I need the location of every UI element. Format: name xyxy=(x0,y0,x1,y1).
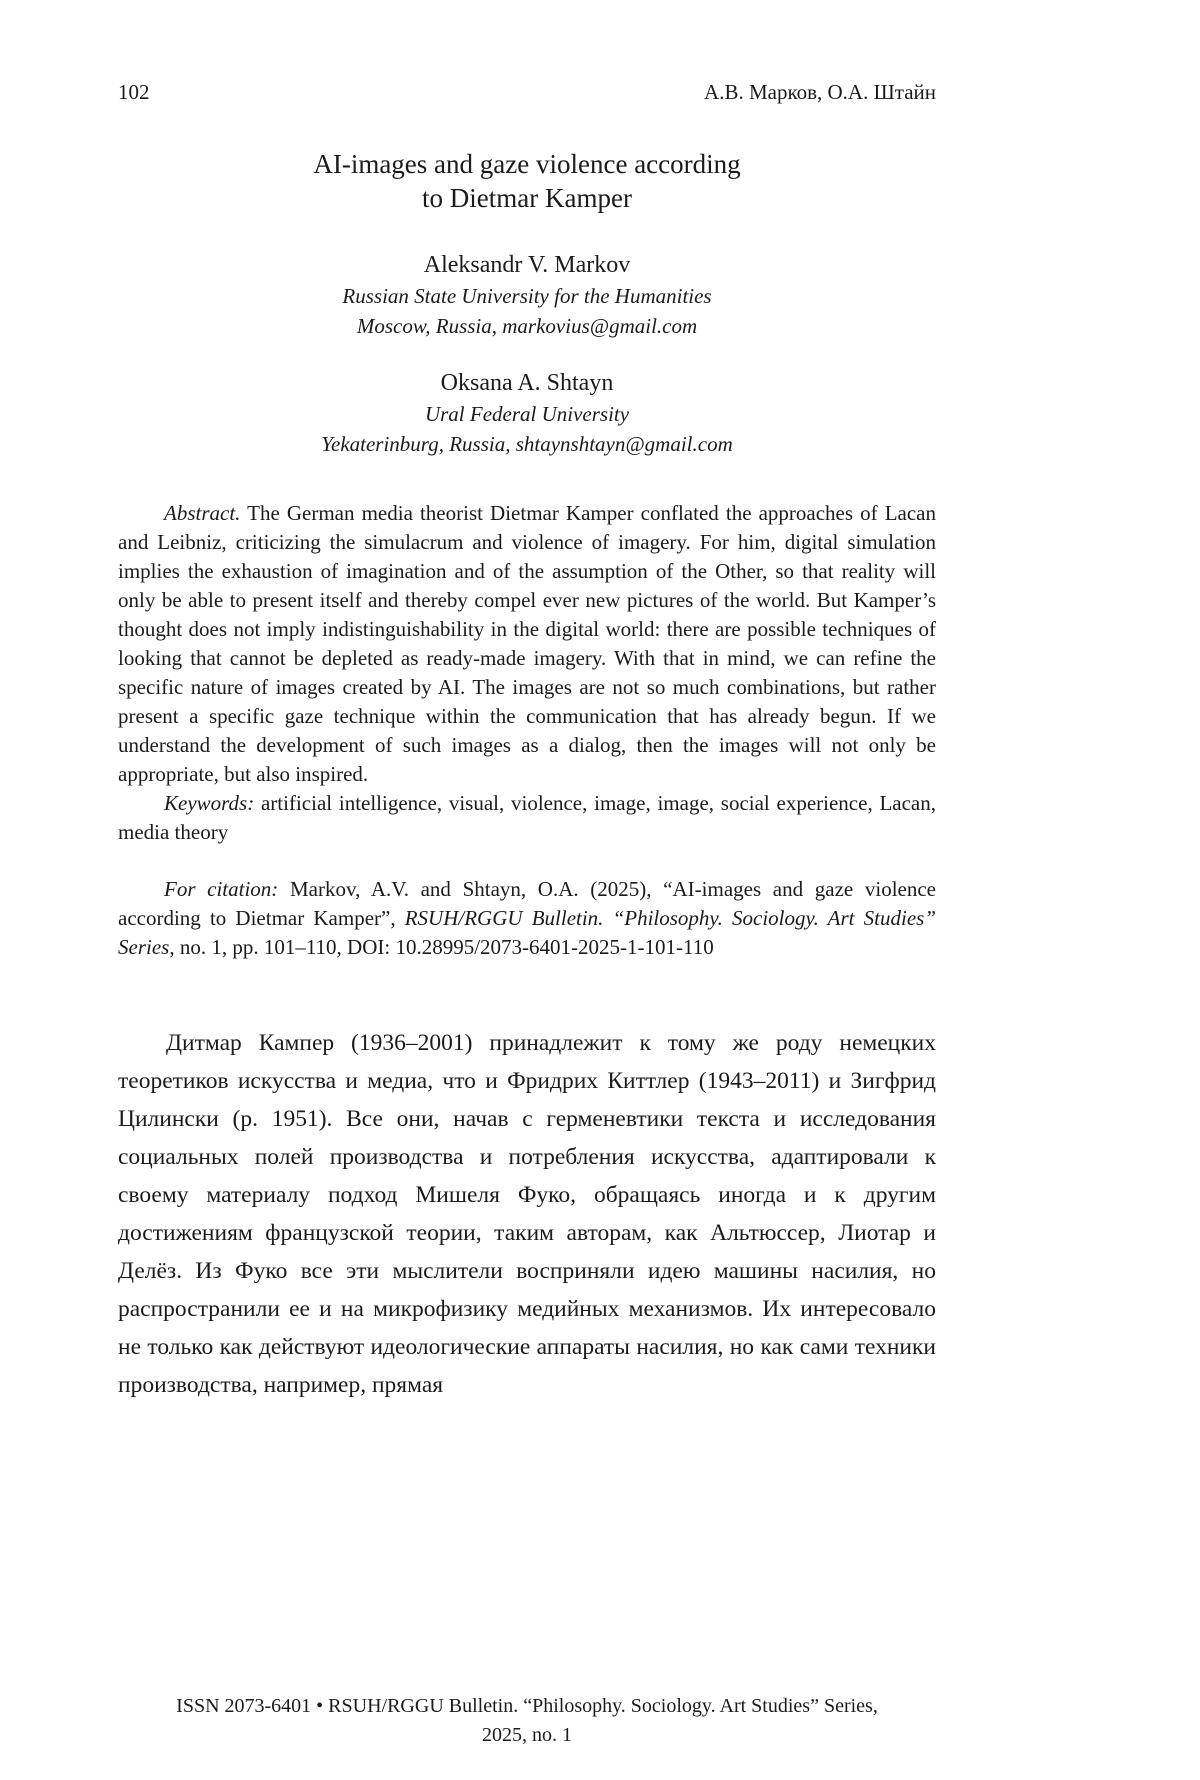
keywords-paragraph xyxy=(118,789,936,847)
keywords-label: Keywords: xyxy=(164,791,255,815)
author-name-1: Aleksandr V. Markov xyxy=(423,252,631,278)
article-title-line2: to Dietmar Kamper xyxy=(422,183,632,213)
footer-issn-line: ISSN 2073-6401 • RSUH/RGGU Bulletin. “Philosophy. Sociology. Art Studies” Series, xyxy=(176,1695,878,1717)
article-body xyxy=(118,1024,936,1404)
keywords-text: artificial intelligence, visual, violence, image, image, social experience, Lacan, media theory xyxy=(118,791,936,844)
abstract-label: Abstract. xyxy=(164,501,241,525)
author-affiliation-1: Russian State University for the Humanities xyxy=(342,284,712,308)
author-location-email-2: Yekaterinburg, Russia, shtaynshtayn@gmail.com xyxy=(321,432,733,456)
running-head-authors: А.В. Марков, О.А. Штайн xyxy=(704,80,936,104)
page-number: 102 xyxy=(118,80,150,104)
citation-journal-title: RSUH/RGGU Bulletin. “Philosophy. Sociology. Art Studies” Series xyxy=(118,906,936,959)
body-paragraph-1: Дитмар Кампер (1936–2001) принадлежит к тому же роду немецких теоретиков искусства и медиа, что и Фридрих Киттлер (1943–2011) и Зигфрид Цилински (р. 1951). Все они, начав с герменевтики текста и исследования социальных полей производства и потребления искусства, адаптировали к своему материалу подход Мишеля Фуко, обращаясь иногда и к другим достижениям французской теории, таким авторам, как Альтюссер, Лиотар и Делёз. Из Фуко все эти мыслители восприняли идею машины насилия, но распространили ее и на микрофизику медийных механизмов. Их интересовало не только как действуют идеологические аппараты насилия, но как сами техники производства, например, прямая xyxy=(118,1030,936,1398)
citation-section xyxy=(118,875,936,962)
author-affiliation-2: Ural Federal University xyxy=(424,402,630,426)
abstract-section xyxy=(118,499,936,847)
citation-text-1: Markov, A.V. and Shtayn, O.A. (2025), “AI-images and gaze violence according to Dietmar Kamper”, xyxy=(118,877,936,930)
citation-paragraph xyxy=(118,875,936,962)
footer-issue-line: 2025, no. 1 xyxy=(482,1724,572,1746)
page-footer xyxy=(118,1692,936,1750)
author-location-email-1: Moscow, Russia, markovius@gmail.com xyxy=(356,314,698,338)
article-title-line1: AI-images and gaze violence according xyxy=(313,149,741,179)
author-block-2 xyxy=(118,367,936,459)
citation-label: For citation: xyxy=(164,877,279,901)
abstract-paragraph xyxy=(118,499,936,789)
running-header xyxy=(118,0,936,105)
author-block-1 xyxy=(118,249,936,341)
article-title xyxy=(118,147,936,215)
paper-page xyxy=(118,0,936,1780)
author-name-2: Oksana A. Shtayn xyxy=(440,370,614,396)
abstract-text: The German media theorist Dietmar Kamper conflated the approaches of Lacan and Leibniz, criticizing the simulacrum and violence of imagery. For him, digital simulation implies the exhaustion of imagination and of the assumption of the Other, so that reality will only be able to present itself and thereby compel ever new pictures of the world. But Kamper’s thought does not imply indistinguishability in the digital world: there are possible techniques of looking that cannot be depleted as ready-made imagery. With that in mind, we can refine the specific nature of images created by AI. The images are not so much combinations, but rather present a specific gaze technique within the communication that has already begun. If we understand the development of such images as a dialog, then the images will not only be appropriate, but also inspired. xyxy=(118,501,936,786)
citation-text-2: , no. 1, pp. 101–110, DOI: 10.28995/2073-6401-2025-1-101-110 xyxy=(169,935,714,959)
